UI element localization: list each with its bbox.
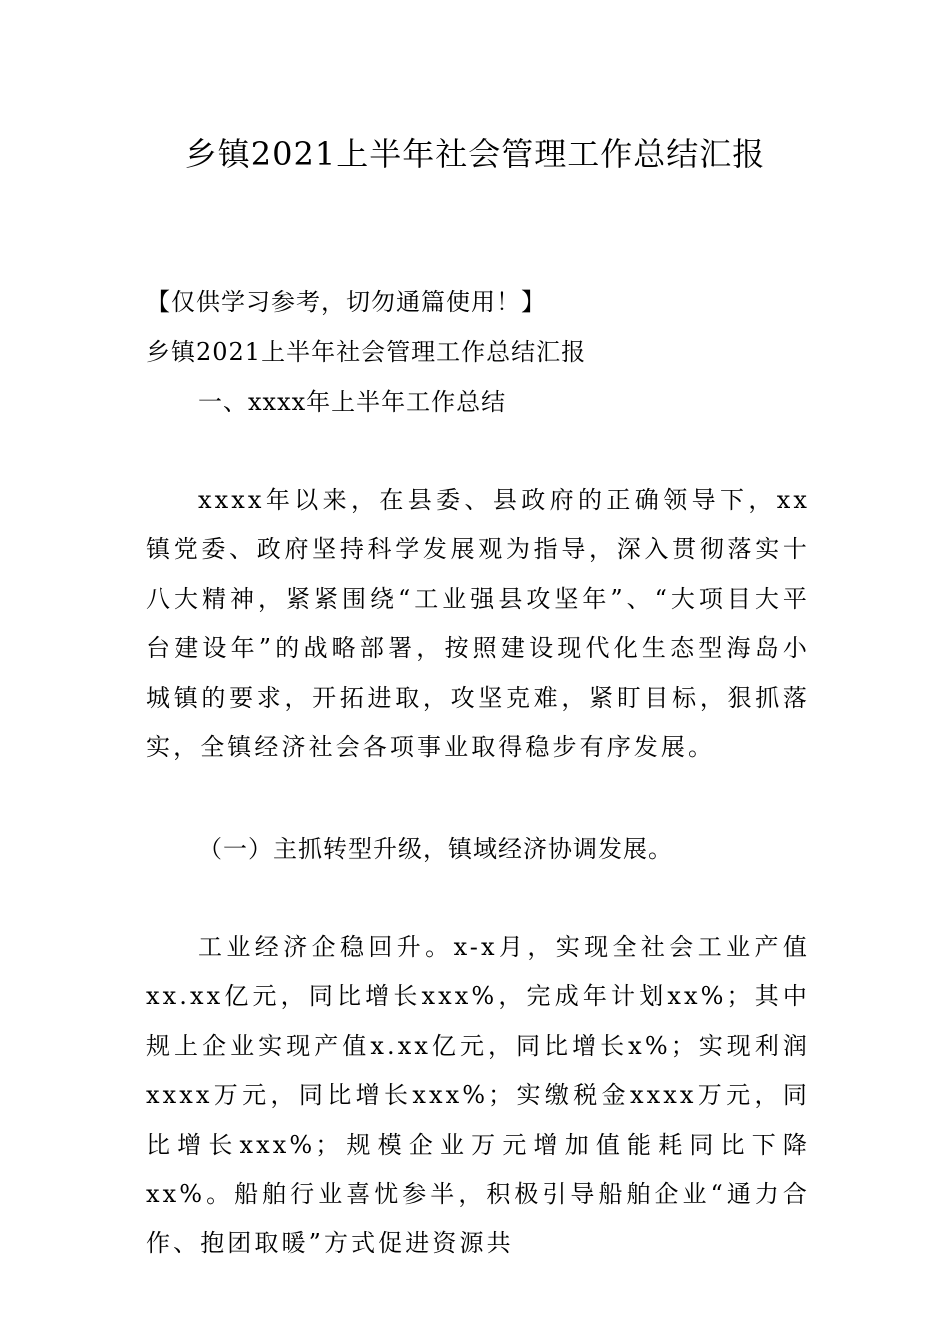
document-title: 乡镇2021上半年社会管理工作总结汇报 — [184, 135, 766, 173]
usage-notice: 【仅供学习参考，切勿通篇使用！】 — [146, 288, 546, 316]
document-subtitle: 乡镇2021上半年社会管理工作总结汇报 — [146, 338, 587, 366]
subheading-transformation: （一）主抓转型升级，镇域经济协调发展。 — [198, 835, 673, 863]
body-paragraph-intro: xxxx年以来，在县委、县政府的正确领导下，xx镇党委、政府坚持科学发展观为指导，深入贯彻落实十八大精神，紧紧围绕“工业强县攻坚年”、“大项目大平台建设年”的战略部署，按照建设现代化生态型海岛小城镇的要求，开拓进取，攻坚克难，紧盯目标，狠抓落实，全镇经济社会各项事业取得稳步有序发展。 — [146, 486, 810, 762]
body-paragraph-industry: 工业经济企稳回升。x-x月，实现全社会工业产值xx.xx亿元，同比增长xxx%，完成年计划xx%；其中规上企业实现产值x.xx亿元，同比增长x%；实现利润xxxx万元，同比增长xxx%；实缴税金xxxx万元，同比增长xxx%；规模企业万元增加值能耗同比下降xx%。船舶行业喜忧参半，积极引导船舶企业“通力合作、抱团取暖”方式促进资源共 — [146, 933, 810, 1258]
section-heading: 一、xxxx年上半年工作总结 — [198, 388, 507, 416]
